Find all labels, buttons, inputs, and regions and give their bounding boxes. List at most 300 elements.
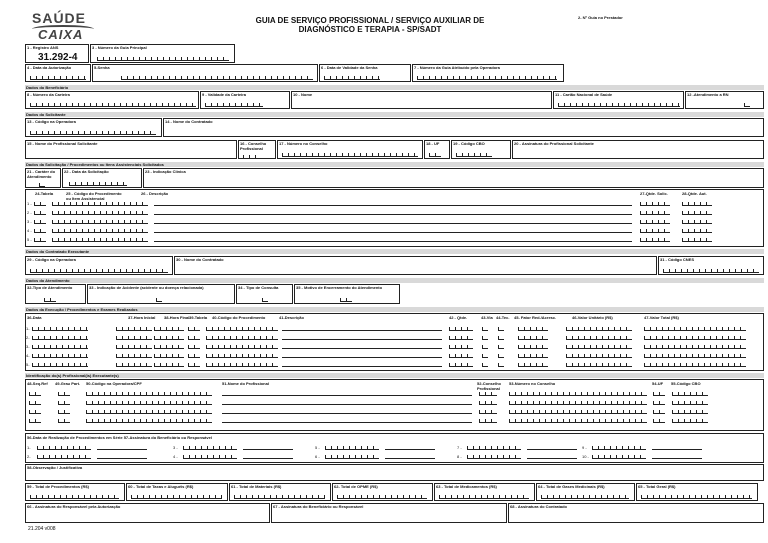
serie-assinatura-line[interactable]	[243, 449, 293, 450]
procedimentos-exec-box	[25, 313, 764, 371]
serie-label: 56-Data de Realização de Procedimentos em Série 57-Assinatura do Beneficiário ou Responsável	[27, 435, 212, 440]
rn-input[interactable]	[744, 102, 750, 107]
prof-seq-input[interactable]	[29, 418, 41, 423]
exec-hora-fim-input[interactable]	[154, 335, 184, 340]
guia-principal-input[interactable]	[97, 56, 229, 61]
serie-assinatura-line[interactable]	[527, 458, 577, 459]
indicacao-clinica-label: 23 - Indicação Clínica	[145, 169, 186, 174]
prof-seq-input[interactable]	[29, 391, 41, 396]
exec-qtde-input[interactable]	[449, 353, 473, 358]
prof-cbo-input[interactable]	[672, 391, 708, 396]
aut-qtde-input[interactable]	[682, 210, 712, 215]
data-exec-header: 36-Data	[27, 315, 42, 320]
numero-conselho-input[interactable]	[282, 152, 418, 157]
guia-operadora-input[interactable]	[417, 75, 557, 80]
seq-ref-header: 48-Seq.Ref	[27, 381, 48, 386]
assinatura-autorizacao-box[interactable]	[25, 503, 270, 523]
total-medicamentos-box	[434, 483, 535, 501]
carater-box	[25, 168, 61, 188]
profissional-solic-label: 15 - Nome do Profissional Solicitante	[27, 141, 98, 146]
prof-conselho-input[interactable]	[479, 409, 497, 414]
total-materiais-box	[229, 483, 331, 501]
prof-codigo-input[interactable]	[86, 400, 212, 405]
encerramento-input[interactable]	[340, 297, 352, 302]
uf-solic-box	[424, 140, 450, 159]
data-autorizacao-box	[25, 64, 91, 82]
exec-qtde-input[interactable]	[449, 326, 473, 331]
serie-item-number: 5 -	[315, 445, 320, 450]
section-atendimento: Dados do Atendimento	[25, 278, 764, 283]
exec-valor-total-input[interactable]	[644, 326, 746, 331]
exec-data-input[interactable]	[32, 326, 88, 331]
total-opme-label: 62- Total de OPME (R$)	[334, 484, 378, 489]
encerramento-label: 35 - Motivo de Encerramento do Atendimento	[296, 285, 383, 290]
exec-valor-total-input[interactable]	[644, 335, 746, 340]
prof-uf-input[interactable]	[653, 391, 665, 396]
exec-tabela-input[interactable]	[188, 344, 200, 349]
serie-data-input[interactable]	[467, 454, 521, 459]
section-solicitacao: Dados da Solicitação / Procedimentos ou Itens Assistenciais Solicitados	[25, 162, 764, 167]
validade-senha-box	[319, 64, 411, 82]
prof-seq-input[interactable]	[29, 400, 41, 405]
carteira-input[interactable]	[30, 102, 196, 107]
tabela-exec-header: 39-Tabela	[189, 315, 208, 320]
exec-tec-input[interactable]	[498, 353, 504, 358]
solic-qtde-input[interactable]	[640, 210, 670, 215]
aut-qtde-input[interactable]	[682, 237, 712, 242]
total-medicamentos-input[interactable]	[439, 494, 529, 499]
serie-item-number: 1-	[27, 445, 31, 450]
total-geral-label: 65 - Total Geral (R$)	[638, 484, 676, 489]
codigo-executante-input[interactable]	[30, 268, 168, 273]
data-autorizacao-input[interactable]	[30, 75, 86, 80]
qtde-solic-header: 27-Qtde. Solic.	[640, 191, 668, 196]
descricao-solic-header: 26 - Descrição	[141, 191, 169, 196]
assinatura-solic-label: 20 - Assinatura do Profissional Solicitante	[514, 141, 594, 146]
hora-ini-header: 37-Hora Inicial	[128, 315, 156, 320]
solic-codigo-input[interactable]	[52, 237, 148, 242]
prof-nome-line[interactable]	[222, 395, 472, 396]
solic-tabela-input[interactable]	[34, 228, 46, 233]
observacao-label: 58-Observação / Justificativa	[27, 465, 83, 470]
form-title-line1: GUIA DE SERVIÇO PROFISSIONAL / SERVIÇO AUXILIAR DE	[255, 16, 485, 25]
exec-qtde-input[interactable]	[449, 344, 473, 349]
nome-contratado-solic-box[interactable]	[163, 118, 764, 137]
data-autorizacao-label: 4 - Data da Autorização	[27, 65, 72, 70]
aut-qtde-input[interactable]	[682, 201, 712, 206]
serie-item-number: 8 -	[457, 454, 462, 459]
logo-top-text: SAÚDE	[32, 10, 87, 26]
exec-codigo-input[interactable]	[206, 326, 278, 331]
rn-label: 12 -Atendimento a RN	[687, 92, 729, 97]
serie-assinatura-line[interactable]	[97, 449, 147, 450]
exec-hora-ini-input[interactable]	[116, 326, 152, 331]
prof-seq-input[interactable]	[29, 409, 41, 414]
exec-row-number: 4-	[26, 353, 30, 358]
exec-descricao-line[interactable]	[282, 357, 442, 358]
total-geral-box	[636, 483, 758, 501]
exec-via-input[interactable]	[482, 353, 488, 358]
exec-fator-input[interactable]	[518, 353, 548, 358]
exec-valor-unit-input[interactable]	[566, 335, 632, 340]
tipo-atendimento-box	[25, 284, 86, 304]
serie-data-input[interactable]	[467, 445, 521, 450]
prof-codigo-input[interactable]	[86, 418, 212, 423]
prof-grau-input[interactable]	[58, 400, 70, 405]
total-gases-input[interactable]	[541, 494, 629, 499]
codigo-operadora-solic-box	[25, 118, 162, 137]
exec-descricao-line[interactable]	[282, 339, 442, 340]
exec-via-input[interactable]	[482, 344, 488, 349]
codigo-operadora-solic-label: 13 - Código na Operadora	[27, 119, 76, 124]
prof-uf-input[interactable]	[653, 400, 665, 405]
cnes-label: 31 - Código CNES	[660, 257, 695, 262]
nome-contratado-solic-label: 14 - Nome do Contratado	[165, 119, 213, 124]
exec-tabela-input[interactable]	[188, 335, 200, 340]
exec-tabela-input[interactable]	[188, 326, 200, 331]
total-opme-input[interactable]	[337, 494, 427, 499]
nome-beneficiario-box[interactable]	[291, 91, 552, 109]
assinatura-autorizacao-label: 66 - Assinatura do Responsável pela Autorização	[27, 504, 121, 509]
exec-valor-total-input[interactable]	[644, 362, 746, 367]
codigo-executante-label: 29 - Código na Operadora	[27, 257, 76, 262]
solic-descricao-line[interactable]	[154, 205, 632, 206]
exec-hora-fim-input[interactable]	[154, 326, 184, 331]
exec-tec-input[interactable]	[498, 335, 504, 340]
exec-valor-total-input[interactable]	[644, 353, 746, 358]
fator-header: 45- Fator Red./Acresc.	[514, 315, 557, 320]
prof-cbo-input[interactable]	[672, 409, 708, 414]
exec-fator-input[interactable]	[518, 344, 548, 349]
exec-valor-unit-input[interactable]	[566, 344, 632, 349]
exec-tabela-input[interactable]	[188, 362, 200, 367]
total-opme-box	[332, 483, 433, 501]
serie-item-number: 2-	[27, 454, 31, 459]
prof-codigo-input[interactable]	[86, 391, 212, 396]
prof-numero-input[interactable]	[509, 418, 647, 423]
qtde-exec-header: 42 - Qtde.	[449, 315, 468, 320]
cns-box	[553, 91, 684, 109]
codigo-proc-solic-header: 25 - Código do Procedimento ou Item Assistencial	[66, 191, 122, 201]
serie-box	[25, 433, 764, 463]
prof-codigo-input[interactable]	[86, 409, 212, 414]
exec-hora-ini-input[interactable]	[116, 353, 152, 358]
solic-descricao-line[interactable]	[154, 214, 632, 215]
senha-label: 5-Senha	[94, 65, 110, 70]
serie-item-number: 3 -	[173, 445, 178, 450]
solic-descricao-line[interactable]	[154, 232, 632, 233]
solic-codigo-input[interactable]	[52, 201, 148, 206]
guia-operadora-label: 7 - Número da Guia Atribuído pela Operadora	[414, 65, 500, 70]
exec-qtde-input[interactable]	[449, 362, 473, 367]
total-procedimentos-box	[25, 483, 125, 501]
prof-uf-input[interactable]	[653, 409, 665, 414]
assinatura-beneficiario-box[interactable]	[271, 503, 507, 523]
solic-codigo-input[interactable]	[52, 219, 148, 224]
cnes-box	[658, 256, 764, 275]
aut-qtde-input[interactable]	[682, 228, 712, 233]
assinatura-contratado-box[interactable]	[508, 503, 764, 523]
numero-prof-header: 53-Número no Conselho	[509, 381, 556, 386]
exec-data-input[interactable]	[32, 335, 88, 340]
conselho-input[interactable]	[243, 154, 261, 159]
prof-numero-input[interactable]	[509, 391, 647, 396]
exec-tec-input[interactable]	[498, 344, 504, 349]
tipo-consulta-box	[236, 284, 293, 304]
observacao-box[interactable]	[25, 464, 764, 481]
validade-carteira-input[interactable]	[205, 102, 263, 107]
nome-executante-box[interactable]	[174, 256, 657, 275]
serie-assinatura-line[interactable]	[652, 458, 702, 459]
carater-input[interactable]	[39, 182, 45, 187]
guia-principal-box	[90, 44, 235, 63]
exec-descricao-line[interactable]	[282, 330, 442, 331]
exec-hora-fim-input[interactable]	[154, 362, 184, 367]
exec-tec-input[interactable]	[498, 362, 504, 367]
exec-codigo-input[interactable]	[206, 353, 278, 358]
total-geral-input[interactable]	[641, 494, 752, 499]
solic-row-number: 4 -	[27, 228, 32, 233]
solic-qtde-input[interactable]	[640, 219, 670, 224]
prof-grau-input[interactable]	[58, 409, 70, 414]
serie-assinatura-line[interactable]	[385, 449, 435, 450]
cbo-solic-label: 19 - Código CBO	[453, 141, 485, 146]
serie-assinatura-line[interactable]	[385, 458, 435, 459]
conselho-box	[238, 140, 276, 159]
prof-conselho-input[interactable]	[479, 391, 497, 396]
solic-descricao-line[interactable]	[154, 223, 632, 224]
solic-descricao-line[interactable]	[154, 241, 632, 242]
solic-qtde-input[interactable]	[640, 228, 670, 233]
exec-descricao-line[interactable]	[282, 348, 442, 349]
solic-tabela-input[interactable]	[34, 201, 46, 206]
conselho-label: 16 - Conselho Profissional	[240, 141, 267, 151]
prof-conselho-input[interactable]	[479, 400, 497, 405]
profissional-solic-box[interactable]	[25, 140, 237, 159]
validade-senha-label: 6 - Data de Validade da Senha	[321, 65, 378, 70]
codigo-executante-box	[25, 256, 173, 275]
exec-row-number: 2-	[26, 335, 30, 340]
section-beneficiario: Dados do Beneficiário	[25, 85, 764, 90]
solic-row-number: 2 -	[27, 210, 32, 215]
exec-valor-unit-input[interactable]	[566, 362, 632, 367]
data-solicitacao-input[interactable]	[69, 181, 127, 186]
form-title-line2: DIAGNÓSTICO E TERAPIA - SP/SADT	[298, 25, 442, 34]
prof-nome-line[interactable]	[222, 422, 472, 423]
senha-box	[92, 64, 318, 82]
tipo-atendimento-input[interactable]	[44, 297, 56, 302]
tec-header: 44-Tec.	[496, 315, 510, 320]
validade-senha-input[interactable]	[324, 75, 380, 80]
cnes-input[interactable]	[663, 268, 759, 273]
uf-solic-input[interactable]	[429, 152, 441, 157]
total-gases-label: 64 - Total de Gases Medicinais (R$)	[538, 484, 605, 489]
valor-total-header: 47-Valor Total (R$)	[644, 315, 679, 320]
exec-valor-unit-input[interactable]	[566, 326, 632, 331]
cbo-solic-input[interactable]	[456, 152, 492, 157]
exec-codigo-input[interactable]	[206, 362, 278, 367]
assinatura-beneficiario-label: 67 - Assinatura do Beneficiário ou Responsável	[273, 504, 364, 509]
section-contratado-executante: Dados do Contratado Executante	[25, 249, 764, 254]
exec-codigo-input[interactable]	[206, 344, 278, 349]
prof-numero-input[interactable]	[509, 400, 647, 405]
cbo-solic-box	[451, 140, 511, 159]
serie-item-number: 10 -	[582, 454, 589, 459]
data-solicitacao-label: 22 - Data da Solicitação	[64, 169, 109, 174]
total-procedimentos-label: 59 - Total de Procedimentos (R$)	[27, 484, 89, 489]
validade-carteira-box	[200, 91, 290, 109]
solic-row-number: 5 -	[27, 237, 32, 242]
serie-data-input[interactable]	[183, 454, 237, 459]
acidente-box	[87, 284, 235, 304]
numero-conselho-box	[277, 140, 423, 159]
serie-assinatura-line[interactable]	[97, 458, 147, 459]
via-header: 43-Via	[481, 315, 493, 320]
serie-item-number: 6 -	[315, 454, 320, 459]
total-taxas-label: 60 - Total de Taxas e Aluguéis (R$)	[128, 484, 194, 489]
exec-valor-unit-input[interactable]	[566, 353, 632, 358]
total-taxas-input[interactable]	[131, 494, 222, 499]
exec-row-number: 5-	[26, 362, 30, 367]
tipo-atendimento-label: 32-Tipo de Atendimento	[27, 285, 73, 290]
guia-operadora-box	[412, 64, 564, 82]
numero-conselho-label: 17 - Número no Conselho	[279, 141, 328, 146]
carteira-box	[25, 91, 199, 109]
serie-data-input[interactable]	[37, 454, 91, 459]
total-procedimentos-input[interactable]	[30, 494, 119, 499]
logo-saude-caixa	[26, 6, 96, 40]
guia-prestador-label: 2- Nº Guia no Prestador	[578, 15, 623, 20]
tipo-consulta-input[interactable]	[262, 297, 268, 302]
tipo-consulta-label: 34 - Tipo de Consulta	[238, 285, 279, 290]
serie-item-number: 9 -	[582, 445, 587, 450]
exec-row-number: 1-	[26, 326, 30, 331]
validade-carteira-label: 9 - Validade da Carteira	[202, 92, 247, 97]
serie-data-input[interactable]	[37, 445, 91, 450]
exec-tec-input[interactable]	[498, 326, 504, 331]
acidente-label: 33 - Indicação de Acidente (acidente ou doença relacionada)	[89, 285, 204, 290]
exec-fator-input[interactable]	[518, 326, 548, 331]
exec-fator-input[interactable]	[518, 362, 548, 367]
prof-conselho-input[interactable]	[479, 418, 497, 423]
solic-codigo-input[interactable]	[52, 228, 148, 233]
prof-nome-line[interactable]	[222, 413, 472, 414]
section-solicitante: Dados do Solicitante	[25, 112, 764, 117]
serie-data-input[interactable]	[325, 445, 379, 450]
solic-row-number: 1 -	[27, 201, 32, 206]
form-version: 21.204 v008	[28, 526, 56, 532]
exec-hora-fim-input[interactable]	[154, 353, 184, 358]
exec-row-number: 3-	[26, 344, 30, 349]
section-profissionais: Identificação do(s) Profissional(is) Executante(s)	[25, 373, 764, 378]
serie-data-input[interactable]	[325, 454, 379, 459]
descricao-exec-header: 41-Descrição	[279, 315, 304, 320]
solic-qtde-input[interactable]	[640, 237, 670, 242]
exec-hora-fim-input[interactable]	[154, 344, 184, 349]
solic-qtde-input[interactable]	[640, 201, 670, 206]
exec-descricao-line[interactable]	[282, 366, 442, 367]
serie-assinatura-line[interactable]	[243, 458, 293, 459]
codigo-operadora-solic-input[interactable]	[30, 130, 156, 135]
total-materiais-label: 61 - Total de Materiais (R$)	[231, 484, 282, 489]
solic-tabela-input[interactable]	[34, 237, 46, 242]
procedimentos-solic-box	[25, 189, 764, 247]
profissionais-box	[25, 379, 764, 431]
assinatura-contratado-label: 68 - Assinatura do Contratado	[510, 504, 567, 509]
uf-prof-header: 54-UF	[652, 381, 664, 386]
serie-assinatura-line[interactable]	[652, 449, 702, 450]
exec-via-input[interactable]	[482, 335, 488, 340]
assinatura-solic-box[interactable]	[512, 140, 764, 159]
aut-qtde-input[interactable]	[682, 219, 712, 224]
prof-grau-input[interactable]	[58, 418, 70, 423]
prof-grau-input[interactable]	[58, 391, 70, 396]
exec-data-input[interactable]	[32, 362, 88, 367]
codigo-prof-header: 50-Código na Operadora/CPF	[86, 381, 142, 386]
serie-data-input[interactable]	[183, 445, 237, 450]
carteira-label: 8 - Número da Carteira	[27, 92, 70, 97]
carater-label: 21 - Caráter do Atendimento	[27, 169, 56, 179]
total-gases-box	[536, 483, 635, 501]
exec-tabela-input[interactable]	[188, 353, 200, 358]
codigo-exec-header: 40-Código do Procedimento	[212, 315, 266, 320]
cns-input[interactable]	[558, 102, 680, 107]
exec-qtde-input[interactable]	[449, 335, 473, 340]
prof-cbo-input[interactable]	[672, 418, 708, 423]
prof-uf-input[interactable]	[653, 418, 665, 423]
exec-via-input[interactable]	[482, 362, 488, 367]
exec-fator-input[interactable]	[518, 335, 548, 340]
grau-part-header: 49-Grau Part.	[55, 381, 81, 386]
total-medicamentos-label: 63 - Total de Medicamentos (R$)	[436, 484, 497, 489]
exec-valor-total-input[interactable]	[644, 344, 746, 349]
total-materiais-input[interactable]	[234, 494, 325, 499]
exec-hora-ini-input[interactable]	[116, 344, 152, 349]
indicacao-clinica-box[interactable]	[143, 168, 764, 188]
exec-hora-ini-input[interactable]	[116, 362, 152, 367]
data-solicitacao-box	[62, 168, 142, 188]
uf-solic-label: 18 - UF	[426, 141, 440, 146]
exec-hora-ini-input[interactable]	[116, 335, 152, 340]
serie-data-input[interactable]	[592, 445, 646, 450]
nome-executante-label: 30 - Nome do Contratado	[176, 257, 224, 262]
serie-assinatura-line[interactable]	[527, 449, 577, 450]
exec-codigo-input[interactable]	[206, 335, 278, 340]
guia-principal-label: 3 - Número da Guia Principal	[92, 45, 147, 50]
prof-numero-input[interactable]	[509, 409, 647, 414]
solic-tabela-input[interactable]	[34, 210, 46, 215]
cns-label: 11 - Cartão Nacional de Saúde	[555, 92, 613, 97]
serie-item-number: 4 -	[173, 454, 178, 459]
serie-data-input[interactable]	[592, 454, 646, 459]
solic-codigo-input[interactable]	[52, 210, 148, 215]
prof-cbo-input[interactable]	[672, 400, 708, 405]
tabela-solic-header: 24-Tabela	[35, 191, 54, 196]
exec-data-input[interactable]	[32, 344, 88, 349]
exec-via-input[interactable]	[482, 326, 488, 331]
exec-data-input[interactable]	[32, 353, 88, 358]
senha-input[interactable]	[121, 75, 313, 80]
cbo-prof-header: 55-Código CBO	[671, 381, 701, 386]
prof-nome-line[interactable]	[222, 404, 472, 405]
total-taxas-box	[126, 483, 228, 501]
conselho-prof-header: 52-Conselho Profissional	[477, 381, 502, 391]
solic-row-number: 3 -	[27, 219, 32, 224]
registro-ans-label: 1 - Registro ANS	[27, 45, 59, 50]
acidente-input[interactable]	[156, 297, 162, 302]
rn-box	[685, 91, 764, 109]
solic-tabela-input[interactable]	[34, 219, 46, 224]
